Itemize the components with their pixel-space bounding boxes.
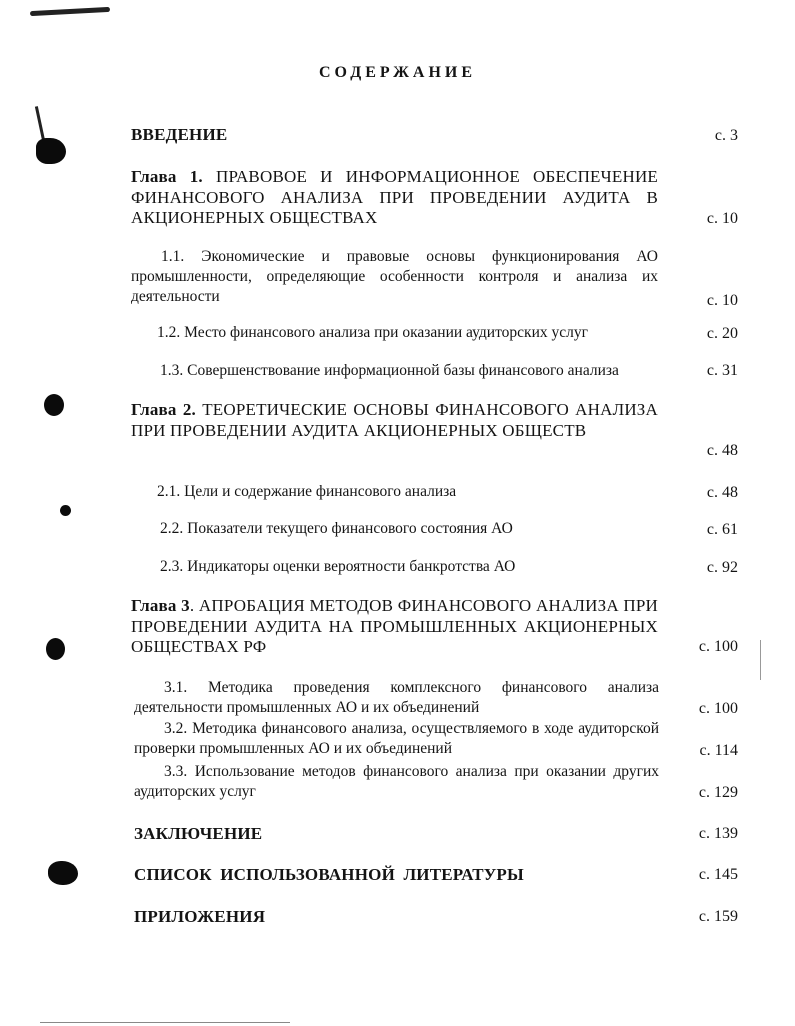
scan-mark-right [760,640,761,680]
chapter-label: Глава 2. [131,400,196,419]
toc-entry-page: с. 48 [706,442,738,459]
toc-entry-page: с. 10 [706,210,738,227]
toc-entry-page: с. 20 [706,325,738,342]
scan-dot-1 [60,505,71,516]
scan-hole-1 [44,394,64,416]
toc-entry-text: 1.1. Экономические и правовые основы функционирования АО промышленности, определяющие особенности контроля и анализа их деятельности [131,248,658,305]
chapter-title: . АПРОБАЦИЯ МЕТОДОВ ФИНАНСОВОГО АНАЛИЗА ПРИ ПРОВЕДЕНИИ АУДИТА НА ПРОМЫШЛЕННЫХ АКЦИОНЕРНЫХ ОБЩЕСТВАХ РФ [131,596,658,656]
toc-entry-page: с. 139 [698,825,738,842]
toc-entry-page: с. 31 [706,362,738,379]
toc-entry-page: с. 129 [698,784,738,801]
toc-entry-text: СПИСОК ИСПОЛЬЗОВАННОЙ ЛИТЕРАТУРЫ [134,865,524,884]
toc-entry-page: с. 100 [698,638,738,655]
scan-blot-1 [36,138,66,164]
toc-entry-text: 2.3. Индикаторы оценки вероятности банкротства АО [160,558,516,575]
toc-entry-text [131,596,658,658]
toc-entry-page: с. 114 [699,742,738,759]
toc-entry-text: 2.1. Цели и содержание финансового анализа [157,483,457,500]
chapter-title: ТЕОРЕТИЧЕСКИЕ ОСНОВЫ ФИНАНСОВОГО АНАЛИЗА ПРИ ПРОВЕДЕНИИ АУДИТА АКЦИОНЕРНЫХ ОБЩЕСТВ [131,400,658,440]
toc-entry-text: ПРИЛОЖЕНИЯ [134,907,266,926]
toc-entry-page: с. 92 [706,559,738,576]
chapter-title: ПРАВОВОЕ И ИНФОРМАЦИОННОЕ ОБЕСПЕЧЕНИЕ ФИНАНСОВОГО АНАЛИЗА ПРИ ПРОВЕДЕНИИ АУДИТА В АКЦИОНЕРНЫХ ОБЩЕСТВАХ [131,167,659,227]
toc-entry-text: ВВЕДЕНИЕ [131,125,228,144]
toc-entry-page: с. 3 [714,127,738,144]
toc-entry-text: 3.3. Использование методов финансового анализа при оказании других аудиторских услуг [134,763,659,800]
scan-mark-top-left [30,7,110,16]
toc-entry-page: с. 48 [706,484,738,501]
toc-entry-page: с. 100 [698,700,738,717]
toc-entry-text: 1.2. Место финансового анализа при оказании аудиторских услуг [157,324,588,341]
toc-entry-text [131,400,658,441]
scan-mark-bottom [40,1022,290,1023]
scan-blot-2 [48,861,78,885]
chapter-label: Глава 1. [131,167,203,186]
toc-entry-page: с. 159 [698,908,738,925]
toc-entry-page: с. 61 [706,521,738,538]
scan-hole-2 [46,638,65,660]
toc-entry-text: 1.3. Совершенствование информационной базы финансового анализа [160,362,619,379]
toc-entry-text: 3.2. Методика финансового анализа, осуществляемого в ходе аудиторской проверки промышленных АО и их объединений [134,720,659,757]
chapter-label: Глава 3 [131,596,190,615]
toc-entry-text [131,167,658,229]
toc-entry-text: ЗАКЛЮЧЕНИЕ [134,824,263,843]
toc-entry-text: 3.1. Методика проведения комплексного финансового анализа деятельности промышленных АО и их объединений [134,679,659,716]
page-title: СОДЕРЖАНИЕ [318,64,477,81]
toc-entry-page: с. 145 [698,866,738,883]
toc-entry-text: 2.2. Показатели текущего финансового состояния АО [160,520,513,537]
toc-entry-page: с. 10 [706,292,738,309]
